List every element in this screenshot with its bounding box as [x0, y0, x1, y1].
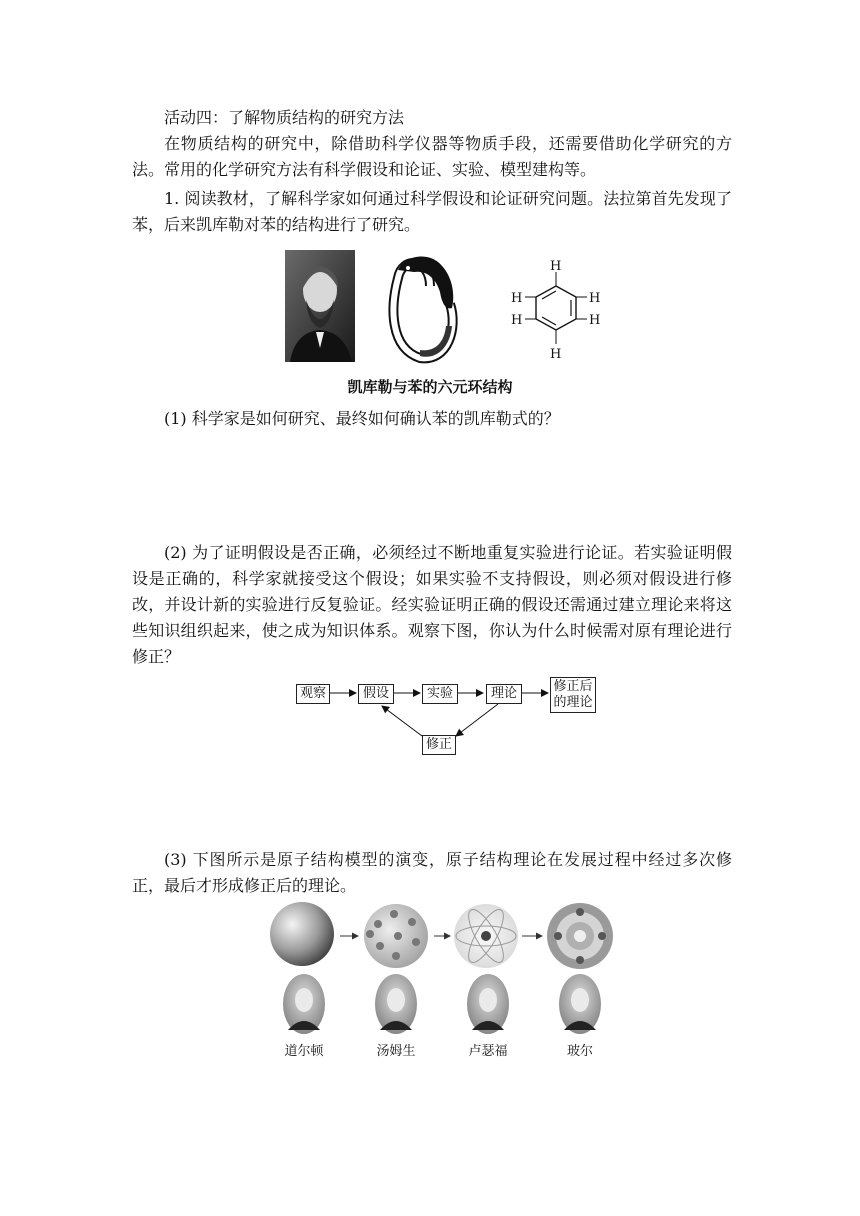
dalton-model: [270, 902, 334, 966]
ouroboros-snake-image: [393, 256, 453, 358]
benzene-h-left-top: H: [511, 291, 523, 306]
question-3: (3) 下图所示是原子结构模型的演变，原子结构理论在发展过程中经过多次修正，最后才形成修正后的理论。: [132, 850, 732, 895]
thomson-model: [364, 904, 428, 968]
flow-node-experiment: 实验: [422, 684, 458, 704]
question-1: (1) 科学家是如何研究、最终如何确认苯的凯库勒式的？: [164, 409, 560, 428]
bohr-model: [547, 903, 613, 969]
intro-paragraph: 在物质结构的研究中，除借助科学仪器等物质手段，还需要借助化学研究的方法。常用的化学研究方法有科学假设和论证、实验、模型建构等。: [132, 134, 732, 179]
scientist-name-dalton: 道尔顿: [284, 1044, 324, 1059]
revised-theory-line-1: 修正后: [553, 679, 593, 694]
flow-node-theory: 理论: [486, 684, 522, 704]
benzene-h-bottom: H: [550, 347, 562, 362]
thomson-portrait: [375, 974, 417, 1034]
figure-1-caption: 凯库勒与苯的六元环结构: [347, 378, 513, 396]
question-2: (2) 为了证明假设是否正确，必须经过不断地重复实验进行论证。若实验证明假设是正确的，科学家就接受这个假设；如果实验不支持假设，则必须对假设进行修改，并设计新的实验进行反复验证。经实验证明正确的假设还需通过建立理论来将这些知识组织起来，使之成为知识体系。观察下图，你认为什么时候需对原有理论进行修正？: [132, 543, 732, 666]
dalton-portrait: [283, 974, 325, 1034]
rutherford-model: [454, 904, 518, 968]
flow-node-observe: 观察: [296, 684, 330, 704]
benzene-structure: [511, 259, 600, 362]
bohr-portrait: [559, 974, 601, 1034]
scientist-name-thomson: 汤姆生: [376, 1044, 416, 1059]
revised-theory-line-2: 的理论: [553, 695, 593, 710]
atom-models-figure: [266, 900, 626, 1040]
flow-node-hypothesis: 假设: [358, 684, 394, 704]
benzene-h-right-bottom: H: [589, 313, 601, 328]
scientist-name-rutherford: 卢瑟福: [468, 1044, 508, 1059]
flow-node-revise: 修正: [422, 735, 456, 755]
benzene-h-top: H: [550, 259, 562, 274]
rutherford-portrait: [467, 974, 509, 1034]
item-1-paragraph: 1. 阅读教材，了解科学家如何通过科学假设和论证研究问题。法拉第首先发现了苯，后来凯库勒对苯的结构进行了研究。: [132, 189, 732, 234]
kekule-figure: [280, 248, 620, 366]
scientist-name-bohr: 玻尔: [566, 1044, 593, 1059]
kekule-portrait: [285, 250, 355, 362]
benzene-h-right-top: H: [589, 291, 601, 306]
flow-node-revised-theory: [550, 677, 596, 713]
benzene-h-left-bottom: H: [511, 313, 523, 328]
section-title: 活动四：了解物质结构的研究方法: [164, 108, 405, 127]
